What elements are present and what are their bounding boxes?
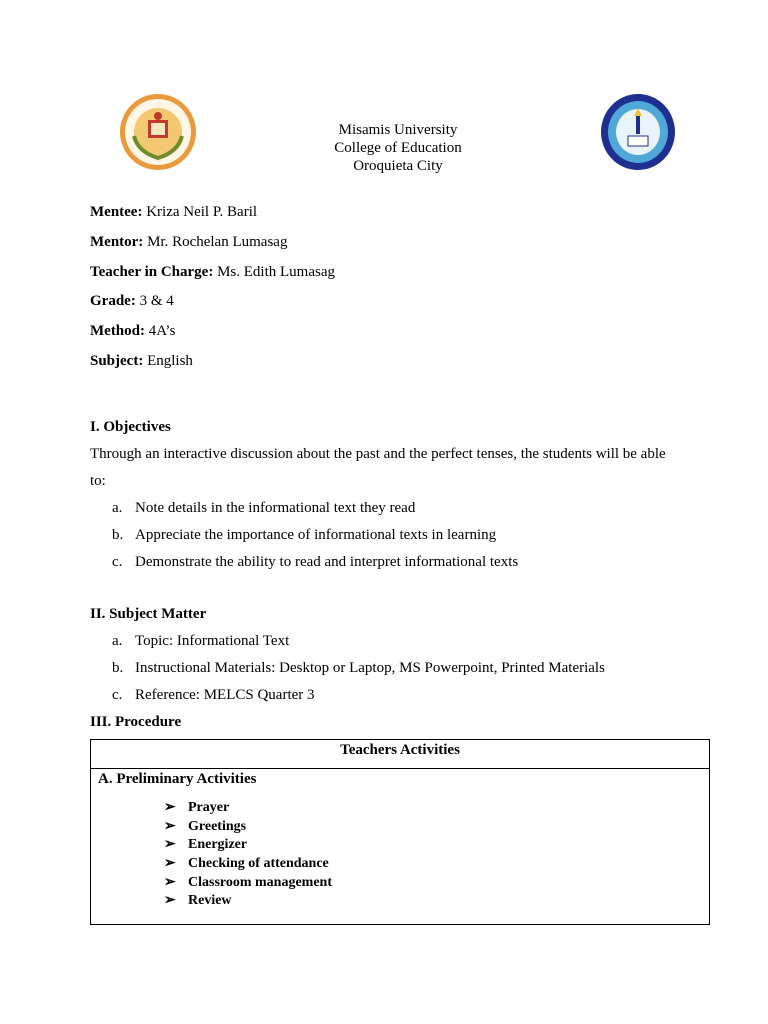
arrow-bullet-icon: ➢ (164, 818, 176, 834)
arrow-bullet-icon: ➢ (164, 893, 176, 909)
subject-line (90, 351, 335, 381)
arrow-bullet-icon: ➢ (164, 874, 176, 890)
procedure-title: III. Procedure (90, 714, 182, 730)
subject-matter-title: II. Subject Matter (90, 606, 207, 622)
list-text: Instructional Materials: Desktop or Laptop, MS Powerpoint, Printed Materials (135, 659, 605, 676)
list-marker: b. (112, 659, 124, 676)
list-marker: c. (112, 553, 123, 570)
objectives-section (90, 417, 710, 575)
list-text: Note details in the informational text they read (135, 500, 416, 516)
list-item (91, 855, 709, 874)
subject-matter-section (90, 604, 710, 708)
bullet-text: Greetings (188, 818, 247, 834)
bullet-text: Prayer (188, 800, 230, 815)
preliminary-activities-list (91, 799, 709, 911)
arrow-bullet-icon: ➢ (164, 800, 176, 815)
procedure-table (90, 739, 710, 925)
college-name: College of Education (334, 140, 462, 156)
table-header: Teachers Activities (91, 740, 709, 769)
objectives-intro-line-2: to: (90, 473, 106, 489)
mentee-label: Mentee: (90, 204, 143, 220)
preliminary-activities-title: A. Preliminary Activities (98, 771, 257, 787)
list-marker: b. (112, 526, 124, 543)
teacher-in-charge-label: Teacher in Charge: (90, 263, 214, 280)
list-text: Topic: Informational Text (135, 633, 290, 649)
list-text: Reference: MELCS Quarter 3 (135, 686, 315, 703)
objectives-intro-line-1: Through an interactive discussion about the past and the perfect tenses, the students will be able (90, 446, 666, 462)
subject-matter-list (90, 628, 710, 708)
list-item (91, 836, 709, 855)
list-marker: c. (112, 686, 123, 703)
method-value: 4A’s (145, 323, 176, 340)
list-item (91, 874, 709, 893)
method-label: Method: (90, 323, 145, 340)
subject-value: English (143, 352, 193, 369)
mentee-value: Kriza Neil P. Baril (142, 204, 258, 220)
list-marker: a. (112, 633, 123, 649)
list-item (90, 628, 710, 655)
lesson-info (90, 202, 335, 381)
mentor-value: Mr. Rochelan Lumasag (143, 233, 288, 250)
teacher-in-charge-line (90, 262, 335, 292)
bullet-text: Review (188, 893, 232, 909)
university-name: Misamis University (338, 122, 458, 138)
list-item (91, 818, 709, 837)
bullet-text: Energizer (188, 837, 248, 853)
grade-label: Grade: (90, 293, 136, 310)
list-item (91, 799, 709, 818)
list-text: Demonstrate the ability to read and interpret informational texts (135, 553, 519, 570)
objectives-title: I. Objectives (90, 419, 171, 435)
list-item (90, 522, 710, 549)
mentee-line (90, 202, 335, 232)
list-item (90, 682, 710, 709)
objectives-list (90, 495, 710, 575)
objectives-intro (90, 441, 710, 495)
list-item (91, 892, 709, 911)
mentor-label: Mentor: (90, 233, 144, 250)
list-text: Appreciate the importance of informational texts in learning (135, 526, 497, 543)
city-name: Oroquieta City (353, 158, 443, 174)
teacher-in-charge-value: Ms. Edith Lumasag (213, 263, 335, 280)
arrow-bullet-icon: ➢ (164, 856, 176, 872)
document-header (0, 121, 768, 175)
list-item (90, 549, 710, 576)
arrow-bullet-icon: ➢ (164, 837, 176, 853)
list-item (90, 655, 710, 682)
mentor-line (90, 232, 335, 262)
grade-line (90, 291, 335, 321)
list-marker: a. (112, 500, 123, 516)
list-item (90, 495, 710, 522)
bullet-text: Checking of attendance (188, 856, 329, 872)
procedure-section (90, 712, 710, 732)
bullet-text: Classroom management (188, 874, 333, 890)
method-line (90, 321, 335, 351)
subject-label: Subject: (90, 352, 144, 369)
grade-value: 3 & 4 (135, 293, 174, 310)
